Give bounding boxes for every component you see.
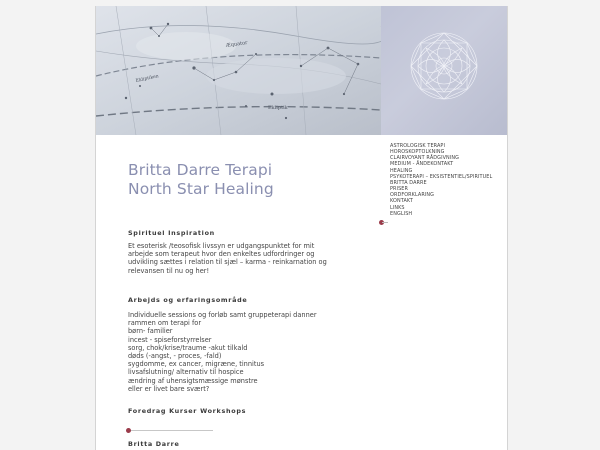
- main-navigation: [390, 143, 502, 217]
- section-text-spiritual: Et esoterisk /teosofisk livssyn er udgangspunktet for mit arbejde som terapeut hvor den enkeltes udfordringer og udvikling sættes i relation til sjæl – karma - reinkarnation og relevansen til nu og her!: [128, 242, 327, 275]
- nav-item-psykoterapi[interactable]: PSYKOTERAPI – EKSISTENTIEL/SPIRITUEL: [390, 173, 493, 180]
- star-map-image: [96, 6, 381, 135]
- map-label-ekliptik: Ekliptik: [268, 105, 288, 111]
- nav-item-links[interactable]: LINKS: [390, 204, 405, 211]
- nav-item-medium[interactable]: MEDIUM - ÅNDEKONTAKT: [390, 161, 454, 168]
- nav-item-britta-darre[interactable]: BRITTA DARRE: [390, 179, 427, 186]
- page-container: [95, 6, 508, 450]
- nav-item-kontakt[interactable]: KONTAKT: [390, 198, 413, 205]
- section-heading-experience: Arbejds og erfaringsområde: [128, 296, 248, 304]
- mandala-panel: [381, 6, 507, 135]
- header-banner: [96, 6, 507, 135]
- section-text-experience: Individuelle sessions og forløb samt gruppeterapi danner rammen om terapi for børn- familier incest - spiseforstyrrelser sorg, chok/krise/traume -akut tilkald døds (-angst, - proces, -fald) sygdomme, ex cancer, migræne, tinnitus livsafslutning/ alternativ til hospice ændring af uhensigtsmæssige mønstre eller er livet bare svært?: [128, 311, 317, 393]
- nav-item-clairvoyant[interactable]: CLAIRVOYANT RÅDGIVNING: [390, 155, 460, 162]
- site-title-line2: North Star Healing: [128, 180, 274, 198]
- nav-item-astrologisk-terapi[interactable]: ASTROLOGISK TERAPI: [390, 143, 445, 149]
- map-label-ekliptiken: Ekliptiken: [135, 74, 160, 84]
- nav-divider-line: [382, 222, 388, 223]
- nav-item-ordforklaring[interactable]: ORDFORKLARING: [390, 192, 435, 199]
- section-heading-workshops: Foredrag Kurser Workshops: [128, 407, 247, 415]
- mandala-icon: [381, 6, 507, 135]
- site-title: [128, 161, 274, 199]
- nav-item-healing[interactable]: HEALING: [390, 167, 413, 174]
- divider-line: [131, 430, 213, 431]
- map-label-aequator: Æquator: [225, 40, 248, 49]
- site-title-line1: Britta Darre Terapi: [128, 161, 273, 179]
- nav-item-english[interactable]: ENGLISH: [390, 210, 413, 217]
- section-heading-bio: Britta Darre: [128, 440, 180, 448]
- nav-item-horoskoptolkning[interactable]: HOROSKOPTOLKNING: [390, 149, 445, 156]
- section-heading-spiritual: Spirituel Inspiration: [128, 229, 215, 237]
- nav-item-priser[interactable]: PRISER: [390, 186, 408, 193]
